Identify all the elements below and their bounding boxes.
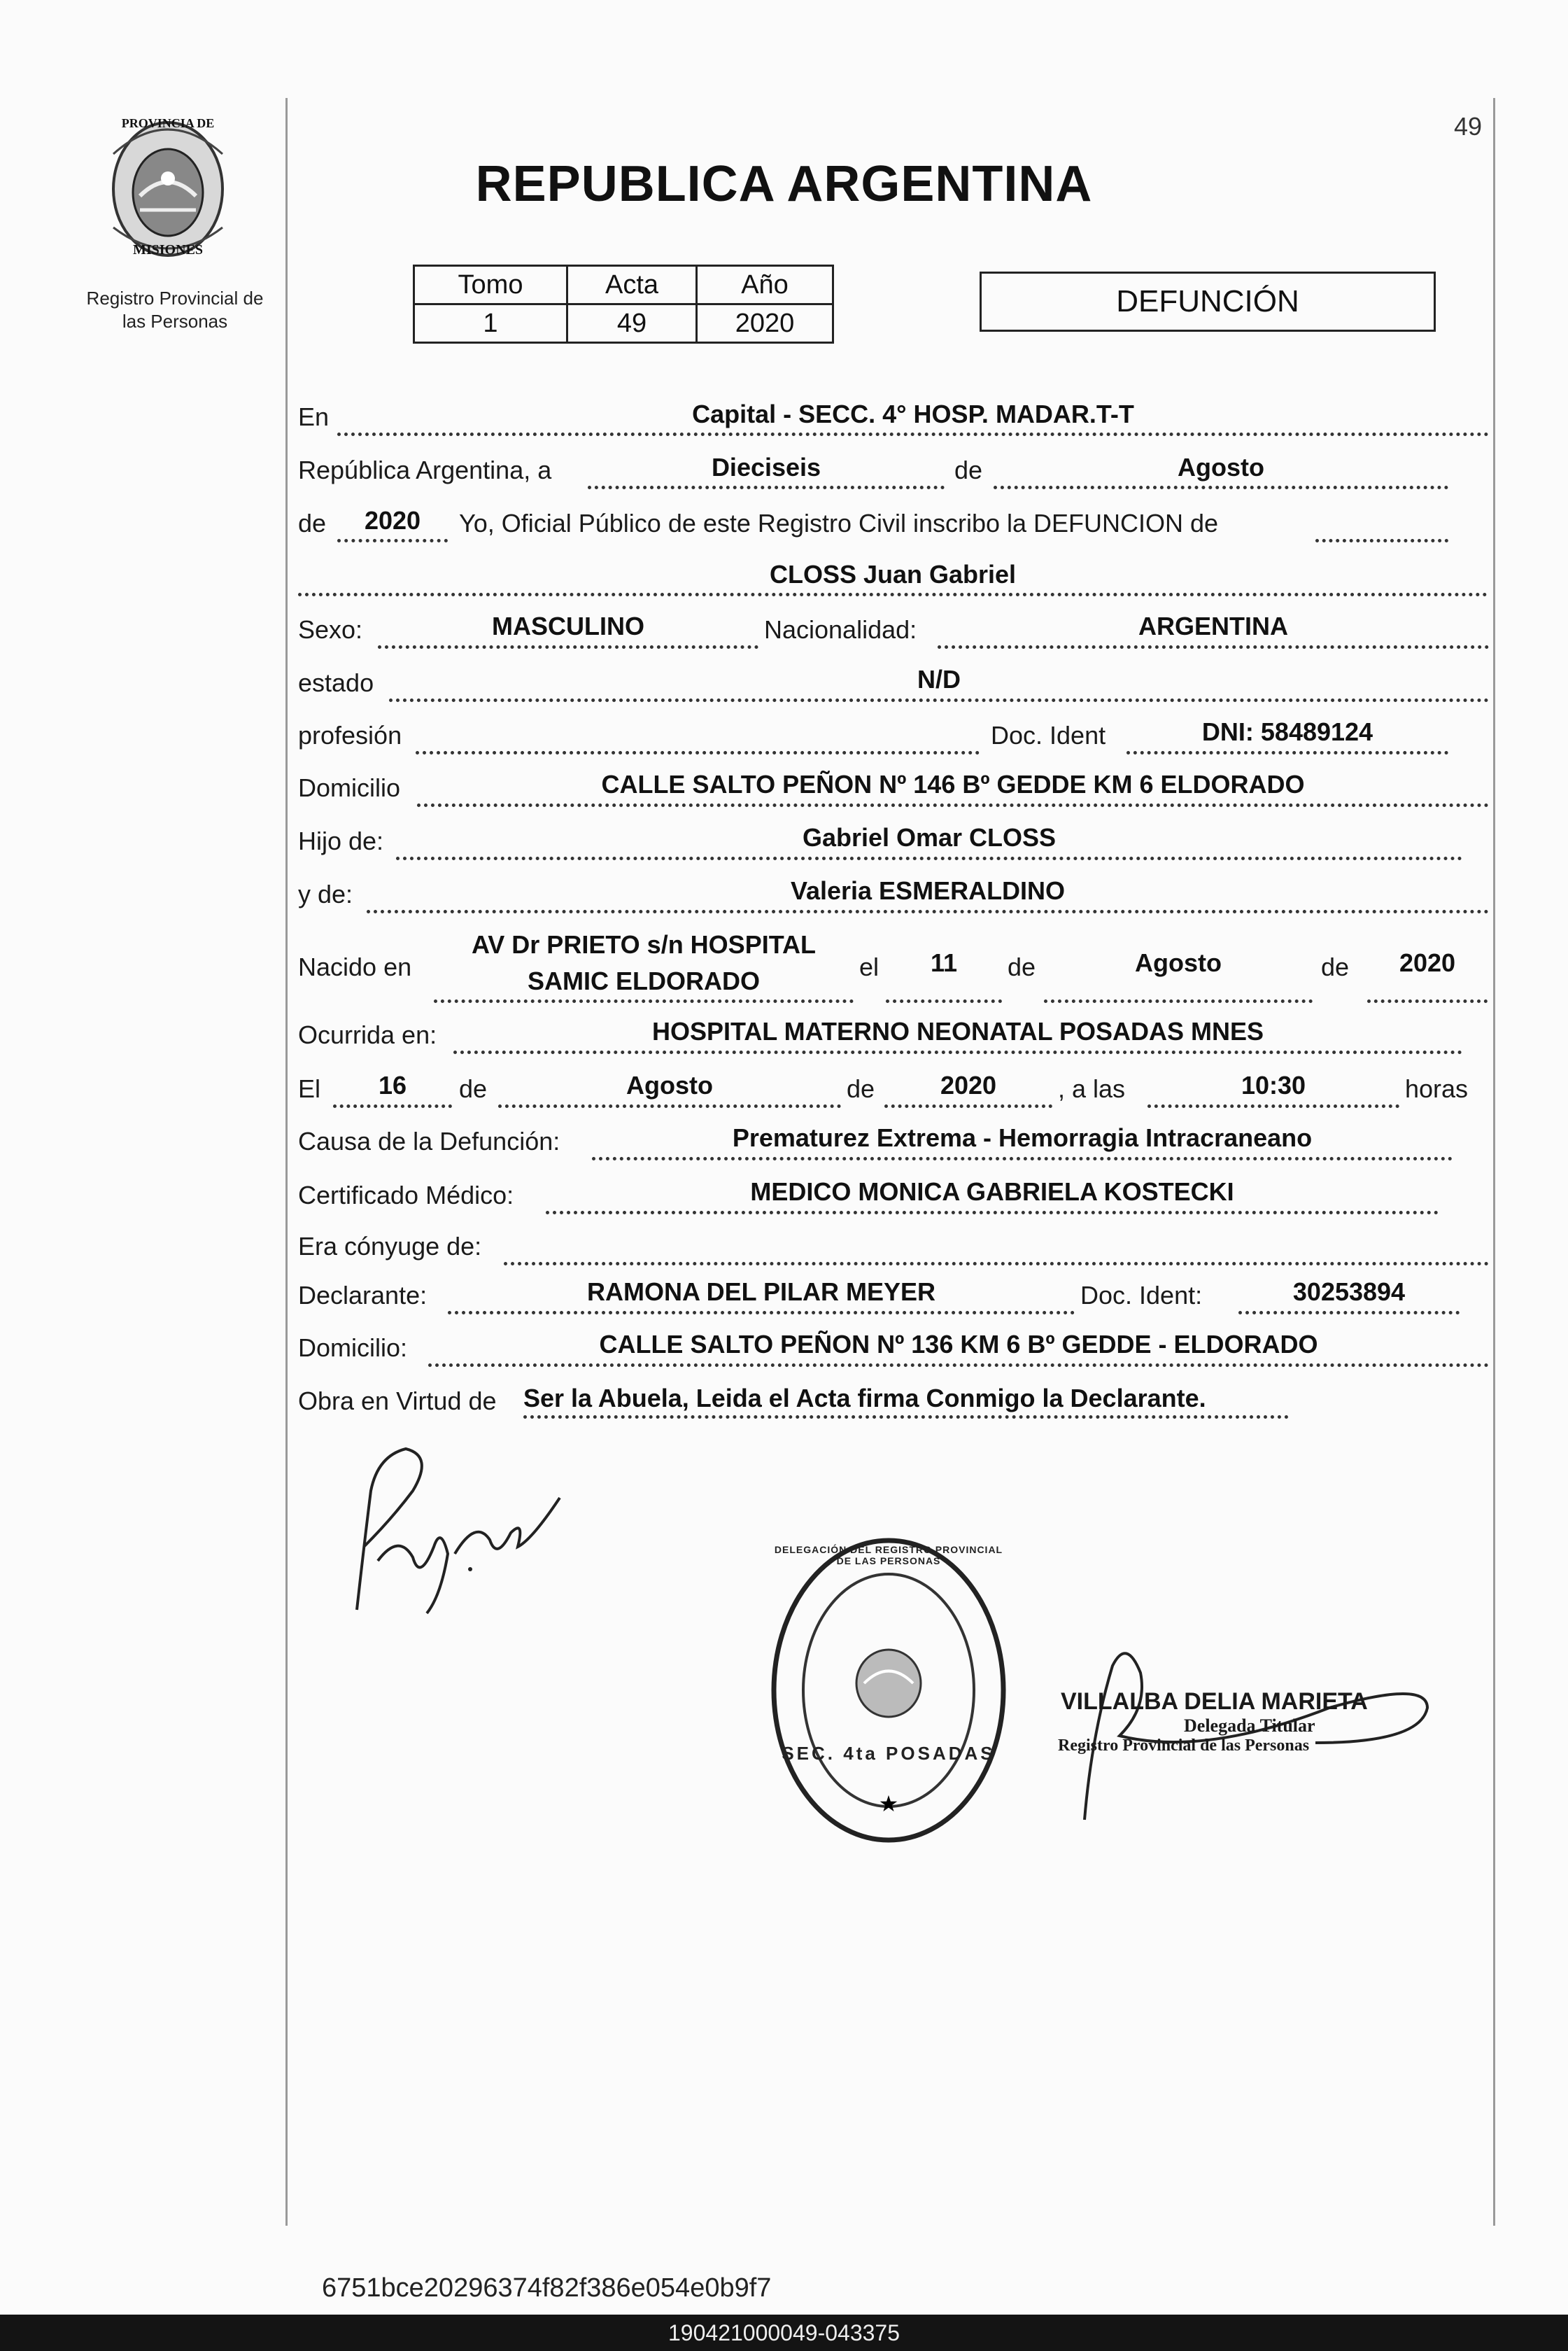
value-nacido-en-1: AV Dr PRIETO s/n HOSPITAL (471, 930, 817, 959)
value-obra-en-virtud: Ser la Abuela, Leida el Acta firma Conmigo la Declarante. (523, 1384, 1206, 1412)
dotted-line (588, 486, 945, 489)
value-declarante-doc: 30253894 (1292, 1277, 1406, 1306)
dotted-line (434, 999, 854, 1003)
officer-office: Registro Provincial de las Personas (1058, 1736, 1310, 1755)
dotted-line (448, 1311, 1075, 1314)
label-ocurrida-en: Ocurrida en: (298, 1020, 437, 1049)
dotted-line (592, 1157, 1453, 1160)
dotted-line (1315, 539, 1448, 542)
value-madre: Valeria ESMERALDINO (790, 876, 1066, 905)
label-el: El (298, 1074, 321, 1103)
label-domicilio-declarante: Domicilio: (298, 1333, 408, 1362)
registry-header-row (414, 266, 833, 304)
value-nacimiento-anio: 2020 (1399, 948, 1456, 977)
label-obra: Obra en Virtud de (298, 1387, 497, 1415)
value-nacido-en-2: SAMIC ELDORADO (528, 967, 760, 995)
seal-logo-top-text: PROVINCIA DE (121, 116, 215, 130)
label-de: de (1008, 953, 1036, 981)
dotted-line (453, 1051, 1462, 1054)
stamp-inner-text: SEC. 4ta POSADAS (782, 1743, 996, 1764)
dotted-line (337, 539, 448, 542)
registry-header-acta: Acta (567, 266, 697, 304)
dotted-line (417, 803, 1489, 807)
value-anio: 2020 (364, 506, 421, 535)
page-number: 49 (1454, 112, 1483, 141)
dotted-line (1044, 999, 1313, 1003)
label-a-las: , a las (1058, 1074, 1126, 1103)
value-defuncion-dia: 16 (378, 1071, 407, 1100)
dotted-line (994, 486, 1448, 489)
footer-bar (0, 2315, 1568, 2351)
dotted-line (396, 857, 1462, 860)
dotted-line (938, 645, 1489, 649)
label-de: de (1321, 953, 1350, 981)
label-certificado: Certificado Médico: (298, 1181, 514, 1209)
value-certificado: MEDICO MONICA GABRIELA KOSTECKI (750, 1177, 1234, 1206)
label-nacionalidad: Nacionalidad: (764, 615, 917, 644)
officer-name: VILLALBA DELIA MARIETA (1061, 1688, 1368, 1715)
dotted-line (428, 1363, 1489, 1367)
label-domicilio: Domicilio (298, 773, 401, 802)
dotted-line (333, 1104, 452, 1108)
label-profesion: profesión (298, 721, 402, 750)
stamp-outer-text: DELEGACIÓN DEL REGISTRO PROVINCIAL DE LAS PERSONAS (774, 1544, 1003, 1566)
dotted-line (546, 1211, 1439, 1214)
label-horas: horas (1405, 1074, 1469, 1103)
issuer-line-2: las Personas (122, 310, 228, 332)
left-margin-line (285, 98, 288, 2226)
value-nacimiento-dia: 11 (930, 948, 958, 977)
label-doc-ident: Doc. Ident (991, 721, 1106, 750)
svg-text:★: ★ (878, 1791, 899, 1816)
label-el: el (859, 953, 880, 981)
verification-hash: 6751bce20296374f82f386e054e0b9f7 (322, 2273, 772, 2303)
dotted-line (416, 751, 980, 755)
value-doc-ident: DNI: 58489124 (1201, 717, 1373, 746)
label-nacido-en: Nacido en (298, 953, 412, 981)
dotted-line (1238, 1311, 1460, 1314)
label-en: En (298, 402, 330, 431)
dotted-line (389, 699, 1489, 702)
dotted-line (884, 1104, 1052, 1108)
document-type: DEFUNCIÓN (1116, 284, 1299, 318)
dotted-line (498, 1104, 841, 1108)
dotted-line (337, 433, 1489, 436)
value-causa: Prematurez Extrema - Hemorragia Intracraneano (732, 1123, 1313, 1152)
dotted-line (504, 1262, 1489, 1265)
registry-value-row (414, 304, 833, 343)
label-de: de (954, 456, 983, 484)
registry-header-tomo: Tomo (414, 266, 567, 304)
dotted-line (1147, 1104, 1399, 1108)
value-hora: 10:30 (1241, 1071, 1306, 1100)
label-causa: Causa de la Defunción: (298, 1127, 560, 1156)
dotted-line (298, 593, 1488, 596)
label-republica: República Argentina, a (298, 456, 552, 484)
value-nacionalidad: ARGENTINA (1138, 612, 1288, 640)
value-defuncion-anio: 2020 (940, 1071, 997, 1100)
value-declarante-domicilio: CALLE SALTO PEÑON Nº 136 KM 6 Bº GEDDE - ELDORADO (599, 1330, 1318, 1359)
value-nombre: CLOSS Juan Gabriel (769, 560, 1017, 589)
dotted-line (1126, 751, 1448, 755)
registry-value-anio: 2020 (697, 304, 833, 343)
value-declarante: RAMONA DEL PILAR MEYER (586, 1277, 936, 1306)
right-margin-line (1493, 98, 1495, 2226)
registry-header-anio: Año (697, 266, 833, 304)
value-estado: N/D (917, 665, 961, 694)
document-type-box (980, 272, 1436, 332)
label-y-de: y de: (298, 880, 353, 908)
registry-value-tomo: 1 (414, 304, 567, 343)
registry-value-acta: 49 (567, 304, 697, 343)
registry-table (413, 265, 834, 344)
label-hijo-de: Hijo de: (298, 827, 384, 855)
officer-role: Delegada Titular (1184, 1715, 1315, 1736)
registry-stamp (766, 1533, 1011, 1848)
label-de: de (459, 1074, 488, 1103)
label-yo: Yo, Oficial Público de este Registro Civil inscribo la DEFUNCION de (459, 509, 1219, 538)
value-domicilio: CALLE SALTO PEÑON Nº 146 Bº GEDDE KM 6 ELDORADO (601, 770, 1305, 799)
value-dia-letras: Dieciseis (711, 453, 821, 482)
label-sexo: Sexo: (298, 615, 363, 644)
seal-logo-bottom-text: MISIONES (132, 242, 204, 258)
value-nacimiento-mes: Agosto (1135, 948, 1222, 977)
value-ocurrida-en: HOSPITAL MATERNO NEONATAL POSADAS MNES (651, 1017, 1264, 1046)
value-lugar: Capital - SECC. 4° HOSP. MADAR.T-T (692, 400, 1134, 428)
value-padre: Gabriel Omar CLOSS (802, 823, 1057, 852)
label-conyuge: Era cónyuge de: (298, 1232, 482, 1261)
label-doc-ident-declarante: Doc. Ident: (1080, 1281, 1203, 1310)
value-sexo: MASCULINO (492, 612, 644, 640)
officer-stamp (1058, 1688, 1422, 1756)
value-mes: Agosto (1178, 453, 1264, 482)
dotted-line (1367, 999, 1488, 1003)
issuer-line-1: Registro Provincial de (86, 288, 264, 309)
label-de: de (847, 1074, 875, 1103)
dotted-line (523, 1415, 1289, 1419)
footer-code: 190421000049-043375 (668, 2320, 900, 2345)
dotted-line (367, 910, 1489, 913)
value-defuncion-mes: Agosto (626, 1071, 713, 1100)
page-title: REPUBLICA ARGENTINA (475, 156, 1093, 212)
label-estado: estado (298, 668, 374, 697)
dotted-line (886, 999, 1002, 1003)
label-declarante: Declarante: (298, 1281, 428, 1310)
label-de: de (298, 509, 327, 538)
declarant-signature (336, 1442, 574, 1624)
dotted-line (378, 645, 758, 649)
issuer-label (70, 287, 280, 332)
